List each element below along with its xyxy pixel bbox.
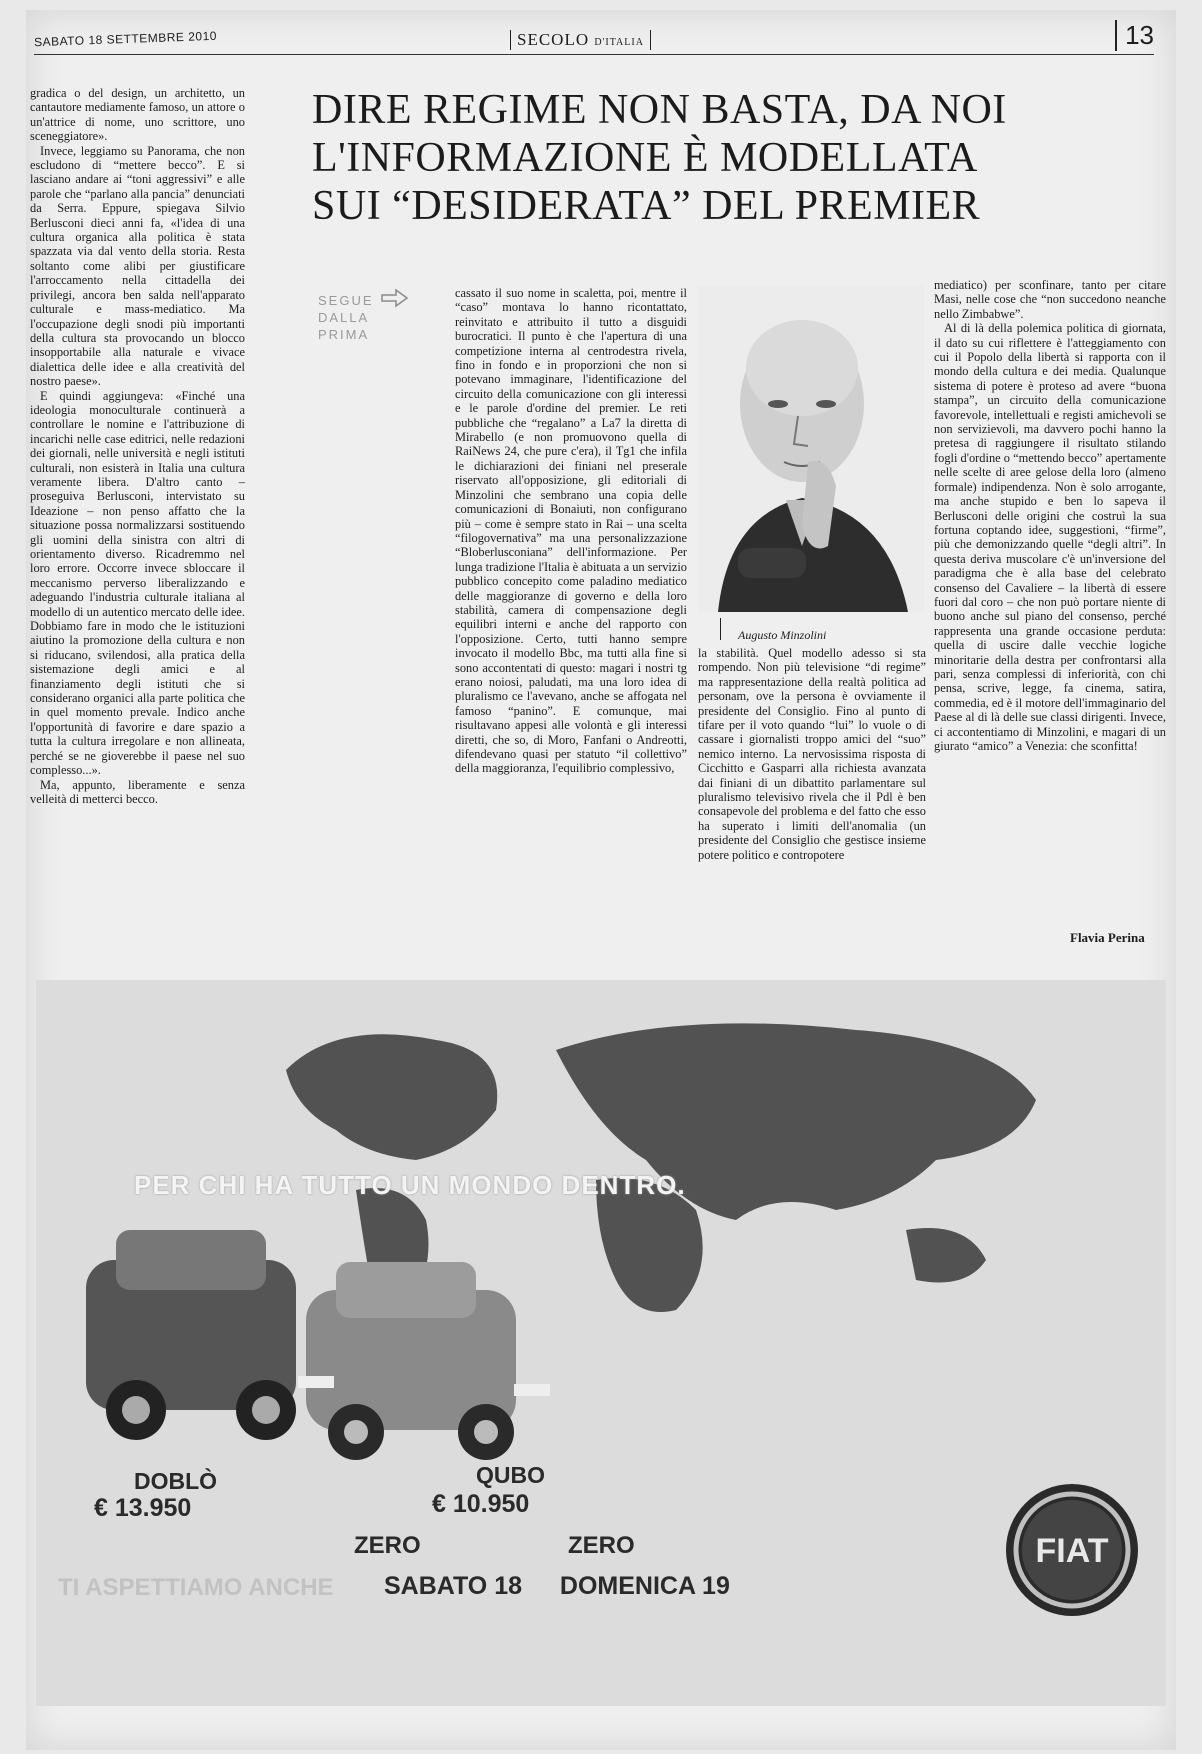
- model-2-price: € 10.950: [432, 1490, 530, 1518]
- author-signature: Flavia Perina: [1070, 930, 1145, 945]
- offer-zero-1: ZERO: [354, 1532, 421, 1559]
- day-1: SABATO 18: [384, 1572, 523, 1600]
- paragraph: la stabilità. Quel modello adesso si sta rompendo. Non più televisione “di regime” ma rappresentazione della realtà politica ad personam, ove la persona è ovviamente il presidente del Consiglio. Fino al punto di tifare per il voto quando “lui” lo vuole o di cassare i giornalisti troppo amici del “suo” nemico interno. La nervosissima risposta di Cicchitto e Gasparri alla richiesta avanzata dai finiani di un dibattito parlamentare sul pluralismo televisivo rivela che il Pdl è ben consapevole del problema e del fatto che esso ha superato i limiti dell'anomalia (un presidente del Consiglio che gestisce insieme potere politico e contropotere: [698, 646, 926, 862]
- article-column-1: [30, 86, 245, 952]
- segue-dalla-prima: [318, 292, 374, 343]
- days-prefix: TI ASPETTIAMO ANCHE: [58, 1574, 334, 1601]
- fiat-logo-text: FIAT: [1035, 1532, 1109, 1570]
- fiat-logo-icon: [1002, 1480, 1142, 1620]
- masthead: [34, 18, 1154, 52]
- opening-days: [384, 1572, 730, 1601]
- caption-rule: [720, 618, 721, 640]
- model-1-price: € 13.950: [94, 1494, 192, 1522]
- article-column-2: [455, 286, 687, 952]
- article-column-4: [934, 278, 1166, 934]
- model-1-name: DOBLÒ: [134, 1468, 218, 1494]
- model-2-name: QUBO: [476, 1462, 545, 1488]
- headline-line-2: L'INFORMAZIONE È MODELLATA: [312, 135, 978, 181]
- fiat-advertisement: [36, 980, 1166, 1706]
- paragraph: E quindi aggiungeva: «Finché una ideologia monoculturale continuerà a controllare le nomine e l'attribuzione di incarichi nelle case editrici, nelle redazioni dei giornali, nelle università e negli istituti culturali, non esisterà in Italia una cultura veramente libera. D'altro canto – proseguiva Berlusconi, intervistato su Ideazione – non penso affatto che la situazione possa normalizzarsi sostituendo gli uomini della sinistra con altri di orientamento diverso. Ricadremmo nel loro errore. Occorre invece sbloccare il meccanismo perverso liberalizzando e adeguando l'industria culturale italiana al modello di un autentico mercato delle idee. Dobbiamo fare in modo che le istituzioni aiutino la promozione della cultura e non si riducano, svilendosi, alla pratica della sistemazione degli amici e al finanziamento degli istituti che si considerano organici alla parte politica che in quel momento prevale. Indico anche l'opportunità di favorire e dare spazio a tutta la cultura irregolare e non allineata, perché se ne gioverebbe il paese nel suo complesso...».: [30, 388, 245, 778]
- offer-zero-2: ZERO: [568, 1532, 635, 1559]
- headline-line-3: SUI “DESIDERATA” DEL PREMIER: [312, 183, 981, 229]
- segue-line-1: SEGUE: [318, 293, 374, 308]
- portrait-illustration: [698, 286, 924, 612]
- page-number: 13: [1115, 20, 1154, 51]
- paragraph: Invece, leggiamo su Panorama, che non escludono di “mettere becco”. E si lasciano andare ai “toni aggressivi” e alle parole che “parlano alla pancia” denunciati da Serra. Eppure, spiegava Silvio Berlusconi dieci anni fa, «l'idea di una cultura organica alla politica è stata spazzata via dal vento della storia. Resta soltanto come alibi per giustificare l'arroccamento nella cittadella dei privilegi, ancora ben salda nell'apparato culturale e mass-mediatico. Ma l'occupazione degli snodi più importanti della cultura sta provocando un blocco insopportabile alla naturale e vivace dialettica delle idee e alla creatività del nostro paese».: [30, 143, 245, 389]
- ad-tagline: PER CHI HA TUTTO UN MONDO DENTRO.: [134, 1170, 686, 1200]
- paragraph: Ma, appunto, liberamente e senza velleità di metterci becco.: [30, 777, 245, 806]
- masthead-rule: [34, 54, 1154, 55]
- article-column-3: [698, 646, 926, 952]
- segue-line-2: DALLA: [318, 310, 370, 325]
- paragraph: cassato il suo nome in scaletta, poi, mentre il “caso” montava lo hanno ricontattato, reinvitato e attribuito il tutto a disguidi burocratici. Il punto è che l'apertura di una competizione interna al centrodestra rivela, fino in fondo e in proporzioni che non si potevano immaginare, l'identificazione del circuito della comunicazione con gli interessi e le parole d'ordine del premier. Le reti pubbliche che “regalano” a La7 la diretta di Mirabello (e non promuovono quella di RaiNews 24, che pure c'era), il Tg1 che infila le dichiarazioni dei finiani nel preserale riservato all'opposizione, gli editoriali di Minzolini che sembrano una copia delle comunicazioni di Bonaiuti, non configurano più – come è sempre stato in Rai – una scelta “filogovernativa” ma una personalizzazione “Bloberlusconiana” dell'informazione. Per lunga tradizione l'Italia è abituata a un servizio pubblico concepito come paladino mediatico delle maggioranze di governo e della loro stabilità, camera di compensazione degli equilibri interni e anche del rapporto con l'opposizione. Certo, tutti hanno sempre invocato il modello Bbc, ma tutti alla fine si sono accontentati di questo: magari i nostri tg erano noiosi, paludati, ma una loro idea di pluralismo ce l'avevano, anche se affogata nel famoso “panino”. E comunque, mai risultavano appesi alle volontà e gli interessi diretti, che so, di Moro, Fanfani o Andreotti, difendevano quasi per statuto “il collettivo” della maggioranza, l'equilibrio complessivo,: [455, 286, 687, 776]
- arrow-right-icon: [380, 288, 410, 308]
- issue-date: SABATO 18 SETTEMBRE 2010: [33, 28, 218, 50]
- photo-caption: Augusto Minzolini: [738, 628, 827, 642]
- paper-name: [510, 30, 651, 50]
- paragraph: mediatico) per sconfinare, tanto per citare Masi, nelle cose che “non succedono neanche nello Zimbabwe”.: [934, 278, 1166, 321]
- segue-line-3: PRIMA: [318, 327, 370, 342]
- paragraph: gradica o del design, un architetto, un cantautore mediamente famoso, un attore o un'attrice di nome, uno scrittore, uno sceneggiatore».: [30, 86, 245, 144]
- paper-name-small: D'ITALIA: [594, 37, 644, 48]
- paragraph: Al di là della polemica politica di giornata, il dato su cui riflettere è l'atteggiamento con cui il Popolo della libertà si rapporta con il mondo della cultura e dei media. Qualunque sistema di potere è proteso ad avere “buona stampa”, un circuito della comunicazione favorevole, intellettuali e registi amichevoli se non servizievoli, ma davvero pochi hanno la pretesa di raggiungere il risultato stilando fogli d'ordine o “mettendo becco” apertamente nelle scelte di aree gelose della loro (almeno formale) indipendenza. Non è solo arrogante, ma anche stupido e ben lo sapeva il Berlusconi delle origini che costruì la sua fortuna coptando idee, suggestioni, “firme”, più che demonizzando quelle “degli altri”. In questa deriva muscolare c'è un'inversione del paradigma che è alla base del celebrato consenso del Cavaliere – la libertà di essere fuori dal coro – che non può portare niente di buono anche sul piano del consenso, perché rappresenta una grande occasione perduta: quella di uscire dalle vecchie logiche minoritarie della destra per confrontarsi alla pari, senza complessi di inferiorità, con chi pensa, scrive, legge, fa cinema, satira, commedia, ed è il motore dell'immaginario del Paese al di là delle sue classi dirigenti. Invece, ci accontentiamo di Minzolini, e magari di un giurato “amico” a Venezia: che sconfitta!: [934, 321, 1166, 753]
- day-2: DOMENICA 19: [559, 1572, 730, 1600]
- article-headline: [312, 86, 1092, 230]
- portrait-photo: [698, 286, 924, 612]
- headline-line-1: DIRE REGIME NON BASTA, DA NOI: [312, 87, 1007, 133]
- paper-name-main: SECOLO: [517, 30, 590, 49]
